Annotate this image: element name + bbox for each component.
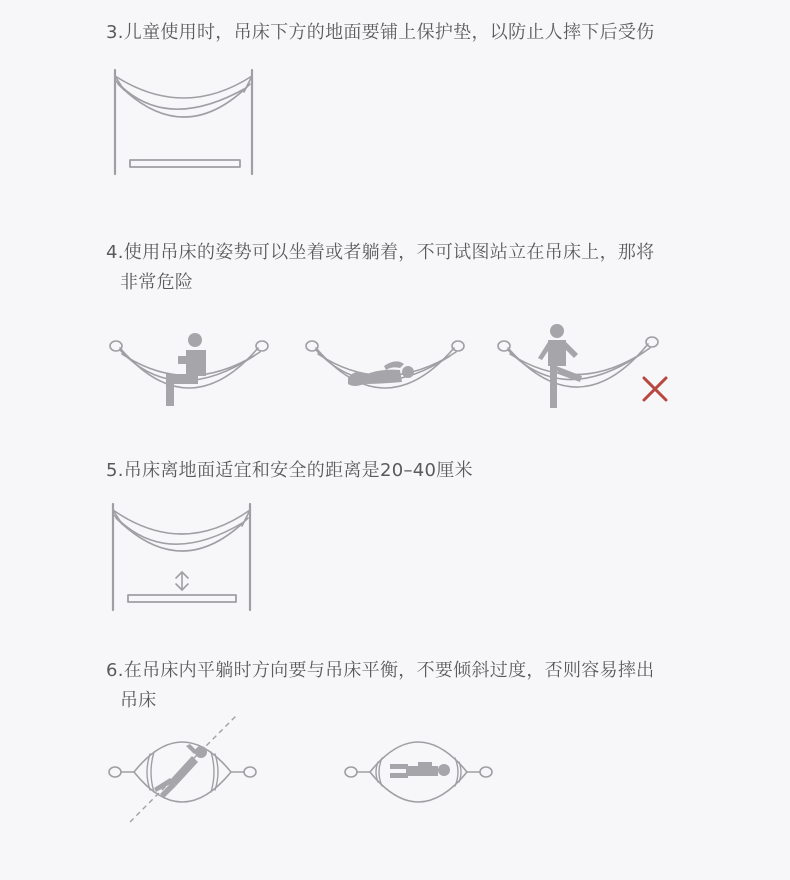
step-3-line-1: 儿童使用时，吊床下方的地面要铺上保护垫，以防止人摔下后受伤 <box>123 22 655 43</box>
hammock-diagonal-person-icon <box>104 712 264 827</box>
hammock-lying-person-icon <box>300 318 470 418</box>
step-5-text <box>106 456 473 486</box>
step-3-number: 3. <box>106 22 124 43</box>
step-4-text <box>106 238 654 298</box>
hammock-standing-person-icon <box>494 318 674 418</box>
step-6-text <box>106 656 654 716</box>
step-5-number: 5. <box>106 460 124 481</box>
step-3-text <box>106 18 654 48</box>
step-4-number: 4. <box>106 242 124 263</box>
step-6-number: 6. <box>106 660 124 681</box>
cross-mark-icon <box>640 374 670 404</box>
step-4-line-2: 非常危险 <box>120 272 194 293</box>
step-6-line-1: 在吊床内平躺时方向要与吊床平衡，不要倾斜过度，否则容易摔出 <box>123 660 655 681</box>
step-6-line-2: 吊床 <box>120 690 157 711</box>
step-4-line-1: 使用吊床的姿势可以坐着或者躺着，不可试图站立在吊床上，那将 <box>123 242 655 263</box>
hammock-with-protective-mat-icon <box>104 62 264 182</box>
step-5-line-1: 吊床离地面适宜和安全的距离是20–40厘米 <box>123 460 473 481</box>
hammock-parallel-person-icon <box>340 712 500 827</box>
hammock-sitting-person-icon <box>104 318 274 418</box>
hammock-height-distance-icon <box>104 500 264 615</box>
